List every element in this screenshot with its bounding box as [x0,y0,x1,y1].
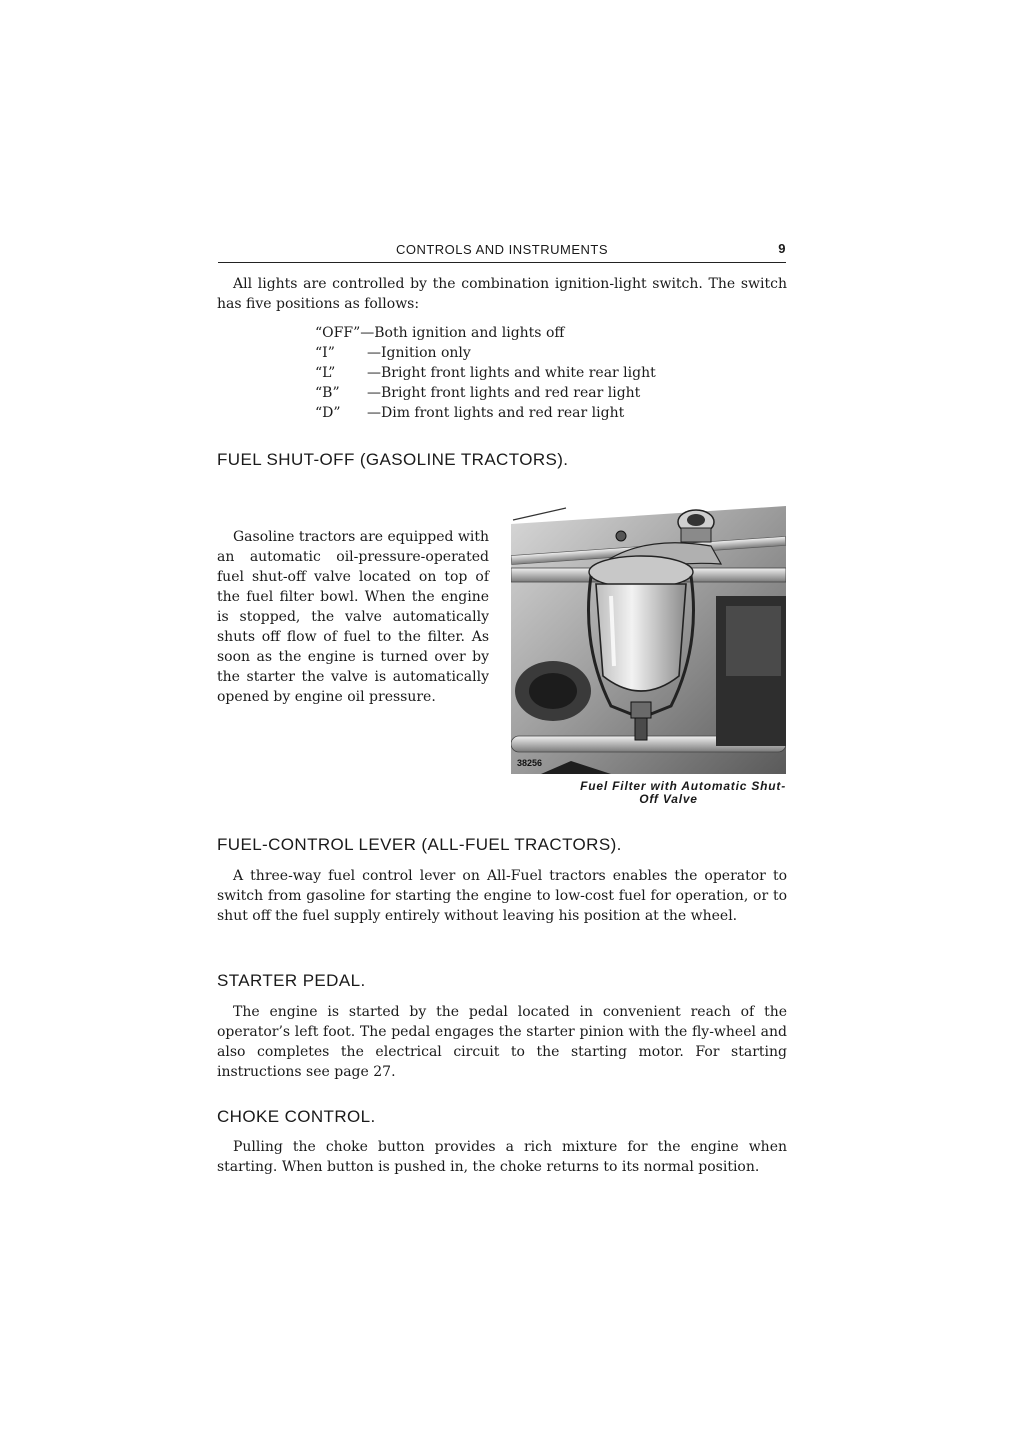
fuel-shutoff-paragraph: Gasoline tractors are equipped with an automatic oil-pressure-operated fuel shut-off valve located on top of the fuel filter bowl. When the engine is stopped, the valve automatically shuts off flow of fuel to the filter. As soon as the engine is turned over by the starter the valve is automatically opened by engine oil pressure. [217,529,489,705]
fuel-control-heading: FUEL-CONTROL LEVER (ALL-FUEL TRACTORS). [217,835,622,854]
figure-caption [511,780,786,806]
switch-position-description: —Dim front lights and red rear light [367,405,625,421]
header-title: CONTROLS AND INSTRUMENTS [395,242,609,257]
switch-row-l [315,363,735,383]
switch-row-off [315,323,735,343]
fuel-shutoff-heading: FUEL SHUT-OFF (GASOLINE TRACTORS). [217,450,569,469]
starter-pedal-paragraph: The engine is started by the pedal located in convenient reach of the operator’s left foot. The pedal engages the starter pinion with the fly-wheel and also completes the electrical circuit to the starting motor. For starting instructions see page 27. [217,1004,787,1080]
switch-row-i [315,343,735,363]
intro-paragraph: All lights are controlled by the combination ignition-light switch. The switch has five positions as follows: [217,276,787,312]
fuel-filter-photo [511,506,786,774]
switch-position-label: “I” [315,345,335,361]
switch-position-description: —Both ignition and lights off [360,325,565,341]
switch-row-d [315,403,735,423]
caption-line-2: Off Valve [639,792,698,806]
running-header [218,240,786,263]
switch-position-label: “D” [315,405,341,421]
choke-control-heading: CHOKE CONTROL. [217,1107,376,1126]
switch-position-list [315,323,735,423]
caption-line-1: Fuel Filter with Automatic Shut- [580,779,786,793]
switch-position-description: —Bright front lights and white rear light [367,365,656,381]
switch-position-label: “L” [315,365,336,381]
switch-row-b [315,383,735,403]
fuel-control-paragraph: A three-way fuel control lever on All-Fuel tractors enables the operator to switch from gasoline for starting the engine to low-cost fuel for operation, or to shut off the fuel supply entirely without leaving his position at the wheel. [217,868,787,924]
page-number: 9 [778,241,786,256]
choke-control-paragraph: Pulling the choke button provides a rich mixture for the engine when starting. When button is pushed in, the choke returns to its normal position. [217,1139,787,1175]
starter-pedal-heading: STARTER PEDAL. [217,971,366,990]
figure-number: 38256 [517,758,543,768]
switch-position-description: —Ignition only [367,345,471,361]
switch-position-description: —Bright front lights and red rear light [367,385,641,401]
switch-position-label: “B” [315,385,340,401]
switch-position-label: “OFF” [315,325,361,341]
